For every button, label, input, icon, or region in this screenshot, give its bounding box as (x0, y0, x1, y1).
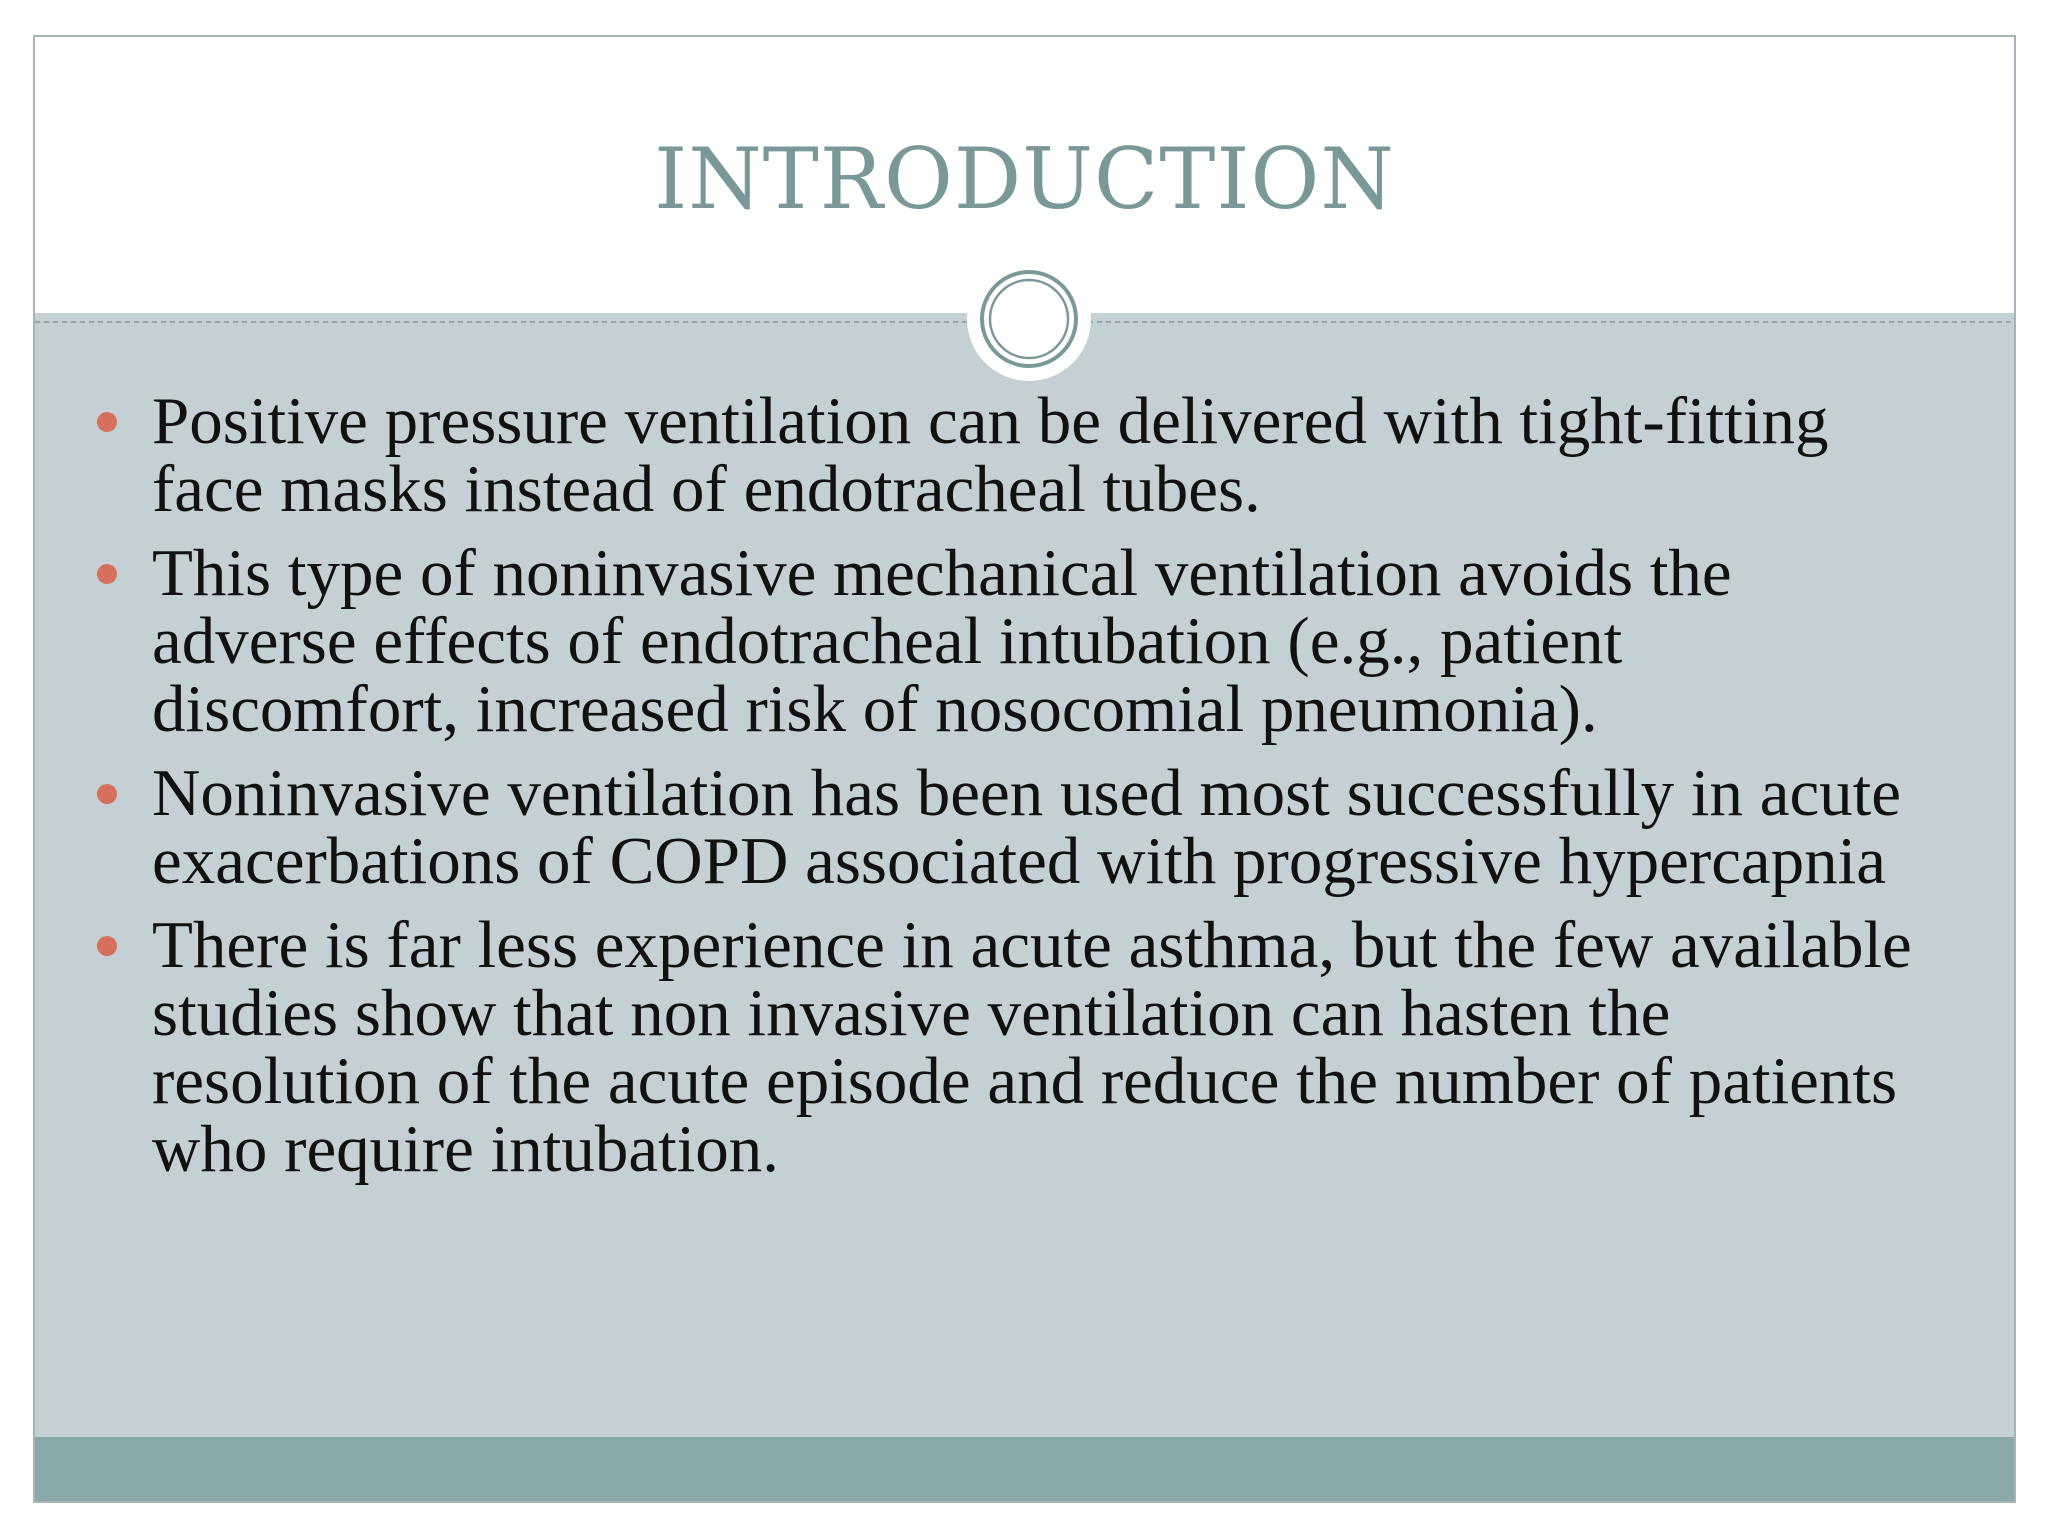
bullet-text: This type of noninvasive mechanical ventilation avoids the adverse effects of endotracheal intubation (e.g., patient discomfort, increased risk of nosocomial pneumonia). (152, 536, 1732, 746)
footer-band (35, 1437, 2014, 1503)
bullet-dot-icon (97, 412, 117, 432)
slide (33, 35, 2016, 1503)
circle-ornament-backdrop (967, 257, 1091, 381)
bullet-dot-icon (97, 784, 117, 804)
title-divider (35, 247, 2016, 397)
bullet-item (35, 384, 2014, 526)
bullet-list (35, 384, 2014, 1199)
bullet-dot-icon (97, 564, 117, 584)
slide-title: INTRODUCTION (654, 130, 1395, 228)
bullet-text: Noninvasive ventilation has been used most successfully in acute exacerbations of COPD associated with progressive hypercapnia (152, 756, 1902, 898)
bullet-item (35, 536, 2014, 746)
bullet-dot-icon (97, 936, 117, 956)
bullet-text: There is far less experience in acute asthma, but the few available studies show that non invasive ventilation can hasten the resolution of the acute episode and reduce the number of patients who require intubation. (152, 908, 1912, 1186)
bullet-text: Positive pressure ventilation can be delivered with tight-fitting face masks instead of endotracheal tubes. (152, 384, 1829, 526)
bullet-item (35, 908, 2014, 1186)
bullet-item (35, 756, 2014, 898)
